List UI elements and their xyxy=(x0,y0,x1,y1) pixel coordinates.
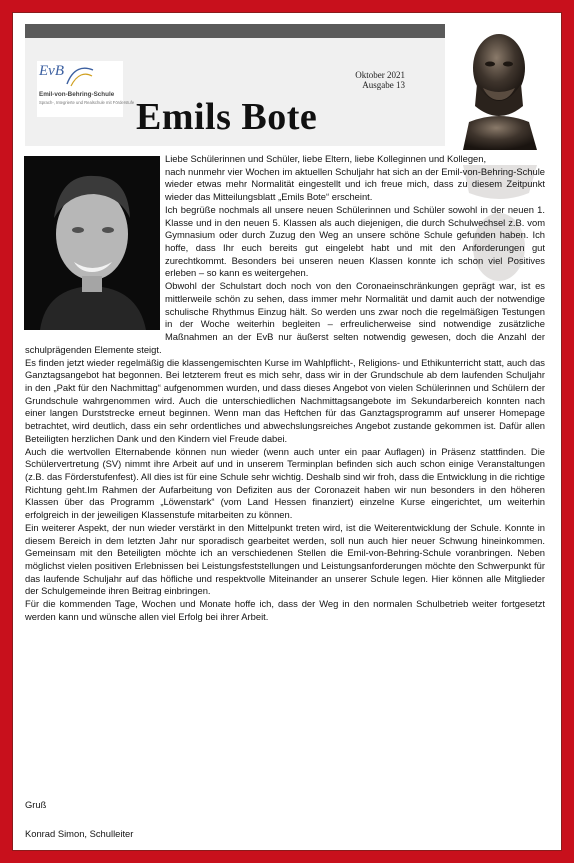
closing-greeting: Gruß xyxy=(25,799,47,810)
newsletter-title: Emils Bote xyxy=(136,96,318,138)
article-paragraph: nach nunmehr vier Wochen im aktuellen Schuljahr hat sich an der Emil-von-Behring-Schule wieder etwas mehr Normalität eingestellt und ich freue mich, dass zu diesem Zeitpunkt wieder das Mitteilungsblatt „Emils Bote“ erscheint. xyxy=(165,165,545,203)
logo-mark: EvB xyxy=(39,63,64,79)
issue-date: Oktober 2021 xyxy=(355,70,405,80)
article-paragraph: Liebe Schülerinnen und Schüler, liebe Eltern, liebe Kolleginnen und Kollegen, xyxy=(165,153,487,164)
bust-sculpture-image xyxy=(453,26,545,150)
portrait-spacer xyxy=(25,153,165,333)
article-paragraph: Es finden jetzt wieder regelmäßig die klassengemischten Kurse im Wahlpflicht-, Religions- und Ethikunterricht statt, auch das Ganztagsangebot hat begonnen. Bei letzterem freut es mich sehr, dass wir in der Grundschule ab dem laufenden Schuljahr in den „Pakt für den Nachmittag“ aufgenommen wurden, und dass dieses Angebot von vielen Schülerinnen und Schülern der Grundschule wahrgenommen wird. Auch die unterschiedlichen Nachmittagsangebote im Sekundarbereich konnten nach einer langen Durststrecke erneut beginnen. Wenn man das Heftchen für das Ganztagsprogramm auf unserer Homepage betrachtet, wird deutlich, dass ein sehr ordentliches und abwechslungsreiches Angebot zustande gekommen ist. Dafür allen Beteiligten herzlichen Dank und den Kindern viel Freude dabei. xyxy=(25,356,545,444)
article-paragraph: Für die kommenden Tage, Wochen und Monate hoffe ich, dass der Weg in den normalen Schulbetrieb weiter fortgesetzt werden kann und wünsche allen viel Erfolg bei ihrer Arbeit. xyxy=(25,598,545,622)
article-paragraph: Ich begrüße nochmals all unsere neuen Schülerinnen und Schüler sowohl in der neuen 1. Klasse und in den neuen 5. Klassen als auch diejenigen, die durch Schulwechsel z.B. vom Gymnasium oder durch Zuzug den Weg an unsere schöne Schule gefunden haben. Ich hoffe, dass Ihr euch bereits gut eingelebt habt und mit den Anforderungen gut zurechtkommt. Besonders bei unseren neuen Klassen konnte ich schon viel Positives erleben – so kann es weitergehen. xyxy=(165,203,545,279)
logo-name: Emil-von-Behring-Schule xyxy=(39,91,115,98)
logo-subtitle: Sprach-, Integrierte und Realschule mit Förderstufe xyxy=(39,100,135,105)
header-bar xyxy=(25,24,445,38)
article-body xyxy=(25,153,545,624)
logo-swirl-icon xyxy=(65,64,95,88)
article-paragraph: Obwohl der Schulstart doch noch von den Coronaeinschränkungen geprägt war, ist es mittlerweile schön zu sehen, dass immer mehr Normalität und damit auch der notwendige schulische Rhythmus Einzug hält. So werden uns zwar noch die regelmäßigen Testungen in der Woche weiterhin begleiten – erfreulicherweise sind notwendige zusätzliche Maßnahmen an der EvB nur äußerst selten notwendig gewesen, doch die Anzahl der schulprägenden Elemente steigt. xyxy=(25,280,545,355)
signature: Konrad Simon, Schulleiter xyxy=(25,828,134,839)
school-logo xyxy=(37,61,135,117)
article-paragraph: Ein weiterer Aspekt, der nun wieder verstärkt in den Mittelpunkt treten wird, ist die Weiterentwicklung der Schule. Konnte in diesem Bereich in dem letzten Jahr nur sporadisch gearbeitet werden, soll nun auch hier neuer Schwung hineinkommen. Gemeinsam mit den Beteiligten möchte ich an verschiedenen Stellen die Emil-von-Behring-Schule voranbringen. Neben möglichst vielen positiven Erlebnissen bei Leistungsfeststellungen und Leistungsanforderungen möchte den Schwerpunkt für das laufende Schuljahr auf das höfliche und respektvolle Miteinander an unserer Schule legen. Hier können alle Mitglieder der Schulgemeinde ihren Beitrag einbringen. xyxy=(25,521,545,597)
article-paragraph: Auch die wertvollen Elternabende können nun wieder (wenn auch unter ein paar Auflagen) in Präsenz stattfinden. Die Schülervertretung (SV) nimmt ihre Arbeit auf und in unserem Terminplan befinden sich auch schon einige Veranstaltungen (z.B. das Förderstufenfest). All dies ist für eine Schule sehr wichtig. Deshalb sind wir froh, dass die Entwicklung in die richtige Richtung geht.Im Rahmen der Aufarbeitung von Defiziten aus der Coronazeit haben wir nun besonders in den höheren Klassen über das Programm „Löwenstark“ (vom Land Hessen finanziert) einzelne Kurse eingerichtet, um weiterhin erfolgreich in der jeweiligen Klassenstufe mitarbeiten zu können. xyxy=(25,445,545,521)
issue-number: Ausgabe 13 xyxy=(362,80,405,90)
